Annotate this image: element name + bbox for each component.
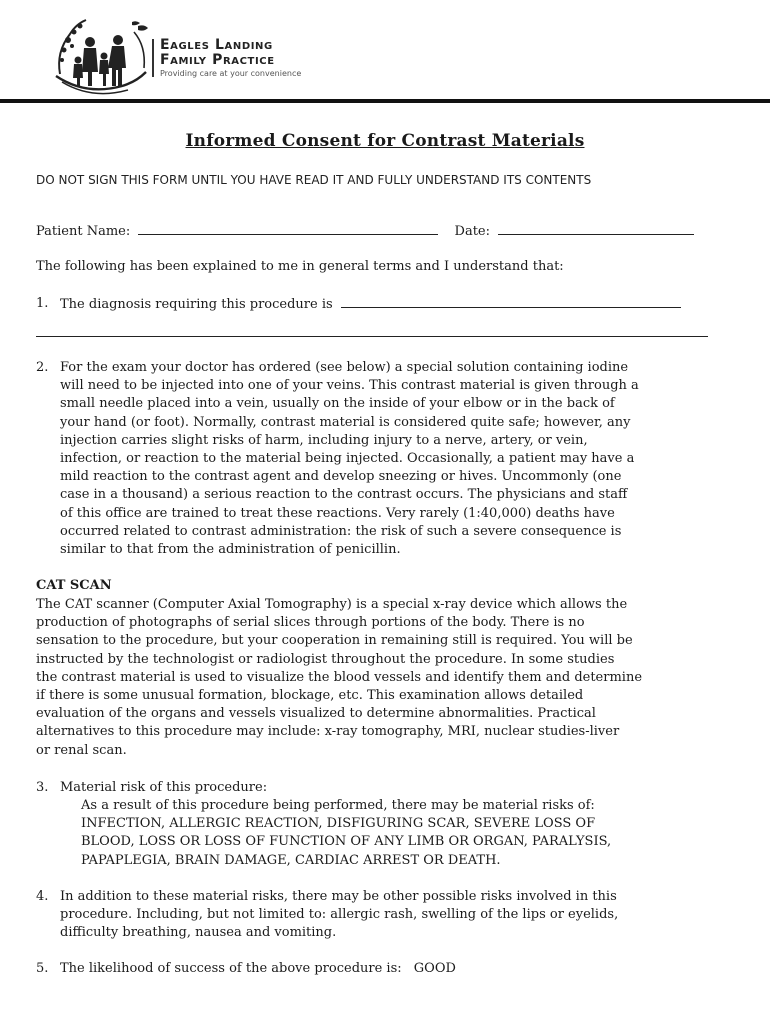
patient-name-row bbox=[36, 222, 694, 241]
item3-number: 3. bbox=[36, 780, 49, 795]
date-label: Date: bbox=[454, 224, 491, 239]
header-rule bbox=[0, 99, 770, 103]
cat-scan-heading: CAT SCAN bbox=[36, 578, 112, 593]
cat-scan-line: if there is some unusual formation, blockage, etc. This examination allows detailed bbox=[36, 688, 584, 704]
patient-name-field[interactable] bbox=[138, 222, 438, 235]
item5-number: 5. bbox=[36, 961, 49, 976]
diagnosis-extra-line[interactable] bbox=[36, 336, 708, 337]
item1-text: The diagnosis requiring this procedure is bbox=[60, 297, 333, 312]
cat-scan-paragraph bbox=[36, 596, 736, 760]
item2-line: your hand (or foot). Normally, contrast material is considered quite safe; however, any bbox=[60, 414, 631, 430]
date-field[interactable] bbox=[498, 222, 694, 235]
item3-line: As a result of this procedure being performed, there may be material risks of: bbox=[81, 798, 595, 813]
cat-scan-line: the contrast material is used to visualize the blood vessels and identify them and determine bbox=[36, 669, 643, 685]
item2-line: injection carries slight risks of harm, including injury to a nerve, artery, or vein, bbox=[60, 432, 588, 448]
item3-line: INFECTION, ALLERGIC REACTION, DISFIGURING SCAR, SEVERE LOSS OF bbox=[81, 816, 596, 832]
patient-name-label: Patient Name: bbox=[36, 224, 131, 239]
page-header bbox=[0, 0, 770, 104]
item4-line: difficulty breathing, nausea and vomiting. bbox=[60, 925, 337, 941]
family-tree-logo-icon bbox=[46, 12, 158, 98]
document-title: Informed Consent for Contrast Materials bbox=[185, 131, 585, 151]
cat-scan-line: or renal scan. bbox=[36, 742, 127, 758]
item2-line: infection, or reaction to the material being injected. Occasionally, a patient may have a bbox=[60, 451, 635, 467]
item2-line: mild reaction to the contrast agent and develop sneezing or hives. Uncommonly (one bbox=[60, 469, 622, 485]
item3-risks bbox=[81, 797, 611, 870]
intro-text: The following has been explained to me in general terms and I understand that: bbox=[36, 259, 564, 274]
item3-text: Material risk of this procedure: bbox=[60, 780, 268, 795]
brand-name-line2: Family Practice bbox=[160, 52, 275, 68]
item4-line: In addition to these material risks, there may be other possible risks involved in this bbox=[60, 889, 617, 904]
cat-scan-line: The CAT scanner (Computer Axial Tomography) is a special x-ray device which allows the bbox=[36, 597, 628, 612]
success-likelihood-value: GOOD bbox=[413, 961, 456, 976]
item2-line: similar to that from the administration of penicillin. bbox=[60, 542, 401, 558]
item2-line: occurred related to contrast administration: the risk of such a severe consequence is bbox=[60, 523, 622, 539]
item2-line: small needle placed into a vein, usually on the inside of your elbow or in the back of bbox=[60, 396, 615, 412]
item3-line: BLOOD, LOSS OR LOSS OF FUNCTION OF ANY LIMB OR ORGAN, PARALYSIS, bbox=[81, 834, 612, 850]
item4-number: 4. bbox=[36, 889, 49, 904]
cat-scan-line: alternatives to this procedure may include: x-ray tomography, MRI, nuclear studies-liver bbox=[36, 724, 620, 740]
item2-number: 2. bbox=[36, 360, 49, 375]
diagnosis-field[interactable] bbox=[341, 295, 681, 308]
item2-line: will need to be injected into one of your veins. This contrast material is given through a bbox=[60, 378, 639, 394]
brand-tagline: Providing care at your convenience bbox=[160, 69, 302, 78]
item1-number: 1. bbox=[36, 296, 49, 311]
item5-row bbox=[60, 960, 456, 978]
item2-line: of this office are trained to treat these reactions. Very rarely (1:40,000) deaths have bbox=[60, 505, 615, 521]
item2-paragraph bbox=[60, 359, 730, 559]
cat-scan-line: sensation to the procedure, but your cooperation in remaining still is required. You will be bbox=[36, 633, 633, 649]
item3-line: PAPAPLEGIA, BRAIN DAMAGE, CARDIAC ARREST OR DEATH. bbox=[81, 852, 501, 868]
brand-block bbox=[152, 38, 312, 78]
cat-scan-line: evaluation of the organs and vessels visualized to determine abnormalities. Practical bbox=[36, 706, 596, 722]
warning-notice: DO NOT SIGN THIS FORM UNTIL YOU HAVE READ IT AND FULLY UNDERSTAND ITS CONTENTS bbox=[36, 173, 592, 187]
brand-name-line1: Eagles Landing bbox=[160, 37, 273, 53]
item2-line: case in a thousand) a serious reaction to the contrast occurs. The physicians and staff bbox=[60, 487, 628, 503]
item4-line: procedure. Including, but not limited to: allergic rash, swelling of the lips or eyelids, bbox=[60, 907, 619, 923]
item5-text: The likelihood of success of the above procedure is: bbox=[60, 961, 402, 976]
item2-line: For the exam your doctor has ordered (see below) a special solution containing iodine bbox=[60, 360, 629, 375]
cat-scan-line: production of photographs of serial slices through portions of the body. There is no bbox=[36, 615, 585, 631]
cat-scan-line: instructed by the technologist or radiologist throughout the procedure. In some studies bbox=[36, 651, 615, 667]
item4-paragraph bbox=[60, 888, 730, 943]
item1-row bbox=[60, 295, 681, 314]
